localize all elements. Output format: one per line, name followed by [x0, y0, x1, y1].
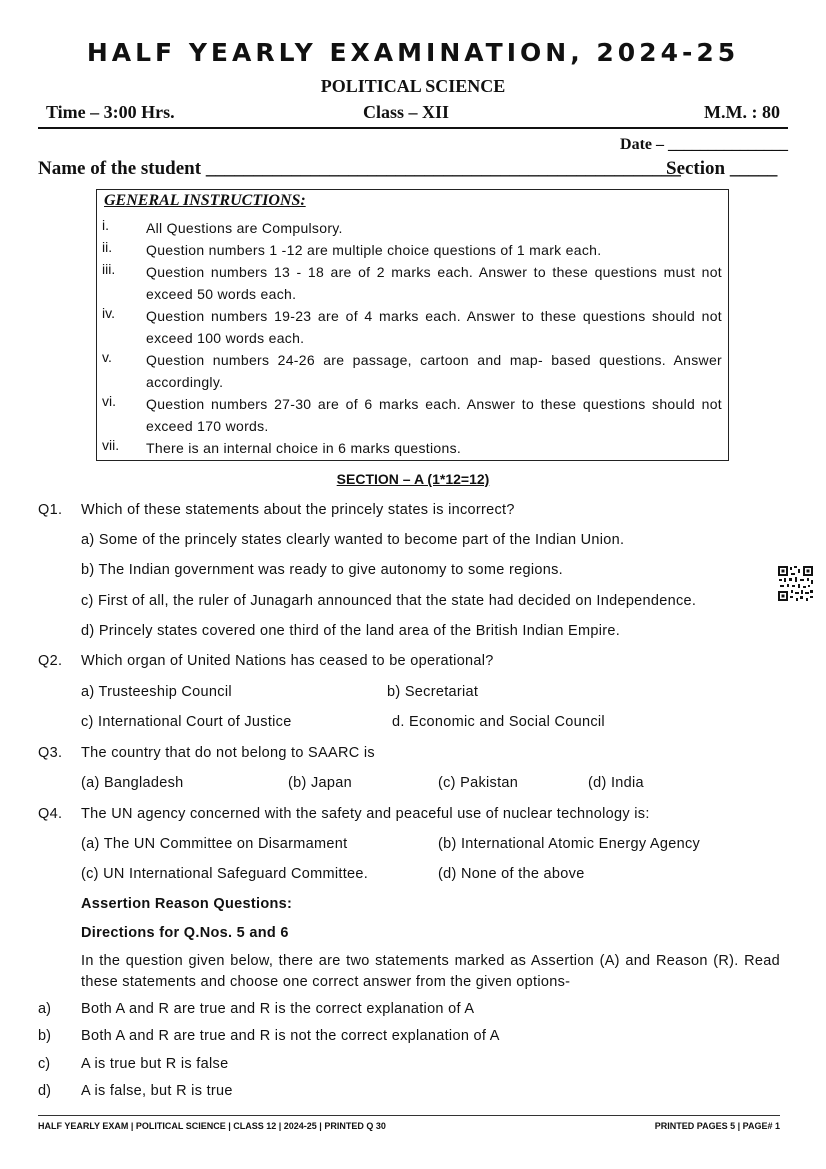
assertion-option-label: a): [38, 1001, 51, 1017]
class-label: Class – XII: [363, 102, 450, 122]
option-c: (c) UN International Safeguard Committee.: [81, 866, 369, 882]
assertion-option-text: A is false, but R is true: [81, 1083, 233, 1099]
instruction-text: All Questions are Compulsory.: [146, 220, 343, 236]
option-d: (d) None of the above: [438, 866, 585, 882]
option-d: d) Princely states covered one third of the land area of the British Indian Empire.: [81, 623, 621, 639]
assertion-option-label: b): [38, 1028, 51, 1044]
question-text: The UN agency concerned with the safety and peaceful use of nuclear technology is:: [81, 806, 650, 822]
question-text: Which of these statements about the princely states is incorrect?: [81, 502, 515, 518]
instruction-text: Question numbers 27-30 are of 6 marks each. Answer to these questions should not exceed 170 words.: [146, 396, 722, 434]
option-b: (b) Japan: [288, 775, 352, 791]
general-instructions-box: [96, 189, 729, 461]
time-label: Time – 3:00 Hrs.: [46, 102, 175, 122]
qr-code: [777, 565, 814, 602]
header-divider: [38, 127, 788, 129]
question-number: Q2.: [38, 653, 63, 669]
max-marks-label: M.M. : 80: [704, 102, 780, 122]
option-d: d. Economic and Social Council: [392, 714, 605, 730]
footer-left-text: HALF YEARLY EXAM | POLITICAL SCIENCE | CLASS 12 | 2024-25 | PRINTED Q 30: [38, 1121, 386, 1131]
assertion-option-label: d): [38, 1083, 51, 1099]
assertion-option-text: A is true but R is false: [81, 1056, 229, 1072]
subject-title: POLITICAL SCIENCE: [320, 76, 506, 96]
option-a: a) Some of the princely states clearly wanted to become part of the Indian Union.: [81, 532, 625, 548]
instruction-text: Question numbers 1 -12 are multiple choice questions of 1 mark each.: [146, 242, 602, 258]
assertion-heading: Assertion Reason Questions:: [81, 896, 293, 912]
option-a: a) Trusteeship Council: [81, 684, 232, 700]
assertion-option-label: c): [38, 1056, 51, 1072]
instruction-text: Question numbers 24-26 are passage, cartoon and map- based questions. Answer accordingly.: [146, 352, 722, 390]
option-c: c) First of all, the ruler of Junagarh announced that the state had decided on Independence.: [81, 593, 697, 609]
student-name-field: Name of the student __________________________________________________: [38, 158, 681, 179]
instruction-text: Question numbers 13 - 18 are of 2 marks each. Answer to these questions must not exceed 50 words each.: [146, 264, 722, 302]
instructions-heading: GENERAL INSTRUCTIONS:: [104, 192, 306, 209]
option-c: c) International Court of Justice: [81, 714, 292, 730]
assertion-directions: Directions for Q.Nos. 5 and 6: [81, 925, 289, 941]
date-field: Date – _______________: [620, 136, 788, 153]
assertion-paragraph: In the question given below, there are two statements marked as Assertion (A) and Reason (R). Read these statements and choose one correct answer from the given options-: [81, 953, 780, 990]
option-b: b) The Indian government was ready to give autonomy to some regions.: [81, 562, 563, 578]
student-section-field: Section _____: [666, 158, 778, 179]
instruction-number: vi.: [102, 393, 116, 409]
option-a: (a) Bangladesh: [81, 775, 184, 791]
question-text: Which organ of United Nations has ceased to be operational?: [81, 653, 494, 669]
instruction-text: Question numbers 19-23 are of 4 marks each. Answer to these questions should not exceed 100 words each.: [146, 308, 722, 346]
instruction-number: vii.: [102, 437, 120, 453]
footer-divider: [38, 1115, 780, 1116]
option-b: (b) International Atomic Energy Agency: [438, 836, 701, 852]
question-number: Q3.: [38, 745, 63, 761]
question-text: The country that do not belong to SAARC is: [81, 745, 375, 761]
option-b: b) Secretariat: [387, 684, 479, 700]
option-d: (d) India: [588, 775, 644, 791]
question-number: Q4.: [38, 806, 63, 822]
exam-title: HALF YEARLY EXAMINATION, 2024-25: [86, 38, 740, 67]
instruction-number: iv.: [102, 305, 115, 321]
instruction-number: ii.: [102, 239, 113, 255]
instruction-number: i.: [102, 217, 109, 233]
option-c: (c) Pakistan: [438, 775, 519, 791]
assertion-option-text: Both A and R are true and R is the correct explanation of A: [81, 1001, 475, 1017]
footer-right-text: PRINTED PAGES 5 | PAGE# 1: [654, 1121, 780, 1131]
section-a-title: SECTION – A (1*12=12): [336, 471, 490, 487]
instruction-number: iii.: [102, 261, 116, 277]
instruction-number: v.: [102, 349, 112, 365]
assertion-option-text: Both A and R are true and R is not the correct explanation of A: [81, 1028, 500, 1044]
question-number: Q1.: [38, 502, 63, 518]
option-a: (a) The UN Committee on Disarmament: [81, 836, 348, 852]
instruction-text: There is an internal choice in 6 marks questions.: [146, 440, 462, 456]
